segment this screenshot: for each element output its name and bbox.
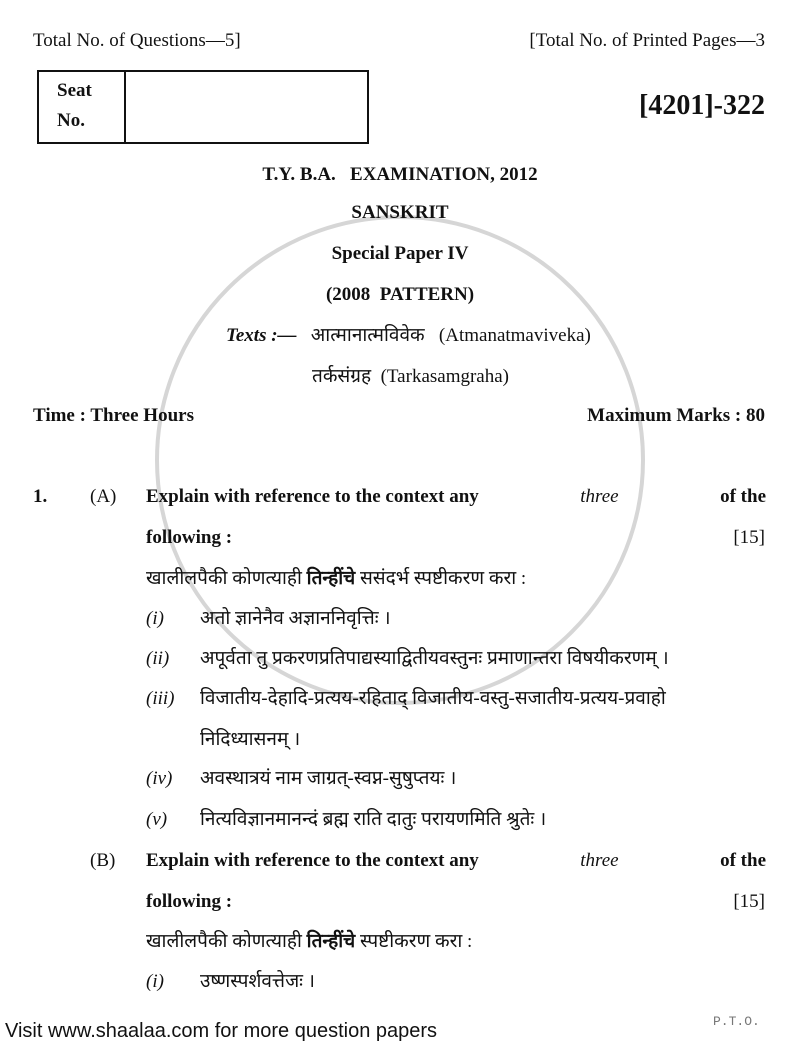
texts-label: Texts :— — [226, 325, 297, 346]
marathi-text: खालीलपैकी कोणत्याही — [146, 931, 307, 952]
seat-label-line1: Seat — [57, 80, 92, 101]
instruction-three: three — [580, 486, 619, 507]
item-text: अपूर्वता तु प्रकरणप्रतिपाद्यस्याद्वितीयवस्तुनः प्रमाणान्तरा विषयीकरणम् । — [200, 648, 669, 669]
part-a-marks: [15] — [733, 527, 765, 548]
texts-line — [226, 324, 591, 348]
instruction-text: Explain with reference to the context any — [146, 486, 479, 507]
item-text-cont: निदिध्यासनम् । — [200, 729, 301, 750]
max-marks: Maximum Marks : 80 — [587, 405, 765, 426]
item-text: अतो ज्ञानेनैव अज्ञाननिवृत्तिः । — [200, 608, 391, 629]
pattern: (2008 PATTERN) — [325, 284, 475, 305]
part-b-instruction — [146, 849, 766, 873]
item-number: (i) — [146, 608, 164, 629]
item-text: विजातीय-देहादि-प्रत्यय-रहिताद् विजातीय-वस्तु-सजातीय-प्रत्यय-प्रवाहो — [200, 688, 666, 709]
please-turn-over: P.T.O. — [713, 1014, 760, 1029]
paper-name: Special Paper IV — [331, 243, 469, 264]
item-number: (iii) — [146, 688, 175, 709]
part-b-label: (B) — [90, 850, 116, 871]
time-allowed: Time : Three Hours — [33, 405, 194, 426]
marathi-text-end: ससंदर्भ स्पष्टीकरण करा : — [355, 568, 527, 589]
part-b-following: following : — [146, 891, 233, 912]
instruction-text-end: of the — [720, 850, 766, 871]
total-questions: Total No. of Questions—5] — [33, 30, 241, 51]
item-number: (ii) — [146, 648, 170, 669]
subject: SANSKRIT — [351, 202, 449, 223]
part-b-marks: [15] — [733, 891, 765, 912]
part-b-marathi — [146, 930, 472, 954]
paper-code: [4201]-322 — [639, 90, 765, 121]
marathi-bold: तिन्हींचे — [306, 931, 356, 952]
exam-title: T.Y. B.A. EXAMINATION, 2012 — [262, 164, 538, 185]
item-number: (iv) — [146, 768, 173, 789]
text2-devanagari: तर्कसंग्रह — [312, 366, 372, 387]
text1-english: (Atmanatmaviveka) — [438, 325, 591, 346]
footer-link[interactable]: Visit www.shaalaa.com for more question papers — [5, 1020, 438, 1042]
item-text: नित्यविज्ञानमानन्दं ब्रह्म राति दातुः परायणमिति श्रुतेः । — [200, 809, 547, 830]
marathi-text-end: स्पष्टीकरण करा : — [355, 931, 473, 952]
item-text: उष्णस्पर्शवत्तेजः । — [200, 971, 315, 992]
texts-line-2 — [312, 365, 509, 389]
text2-english: (Tarkasamgraha) — [380, 366, 510, 387]
question-number: 1. — [33, 486, 48, 507]
marathi-text: खालीलपैकी कोणत्याही — [146, 568, 307, 589]
seat-label-line2: No. — [57, 110, 85, 131]
part-a-instruction — [146, 485, 766, 509]
part-a-following: following : — [146, 527, 233, 548]
total-pages: [Total No. of Printed Pages—3 — [529, 30, 765, 51]
instruction-text: Explain with reference to the context any — [146, 850, 479, 871]
text1-devanagari: आत्मानात्मविवेक — [310, 325, 425, 346]
part-a-label: (A) — [90, 486, 117, 507]
part-a-marathi — [146, 567, 526, 591]
instruction-text-end: of the — [720, 486, 766, 507]
item-text: अवस्थात्रयं नाम जाग्रत्-स्वप्न-सुषुप्तयः । — [200, 768, 457, 789]
marathi-bold: तिन्हींचे — [306, 568, 356, 589]
instruction-three: three — [580, 850, 619, 871]
seat-label — [39, 72, 126, 142]
item-number: (v) — [146, 809, 168, 830]
item-number: (i) — [146, 971, 164, 992]
seat-number-box — [37, 70, 369, 144]
